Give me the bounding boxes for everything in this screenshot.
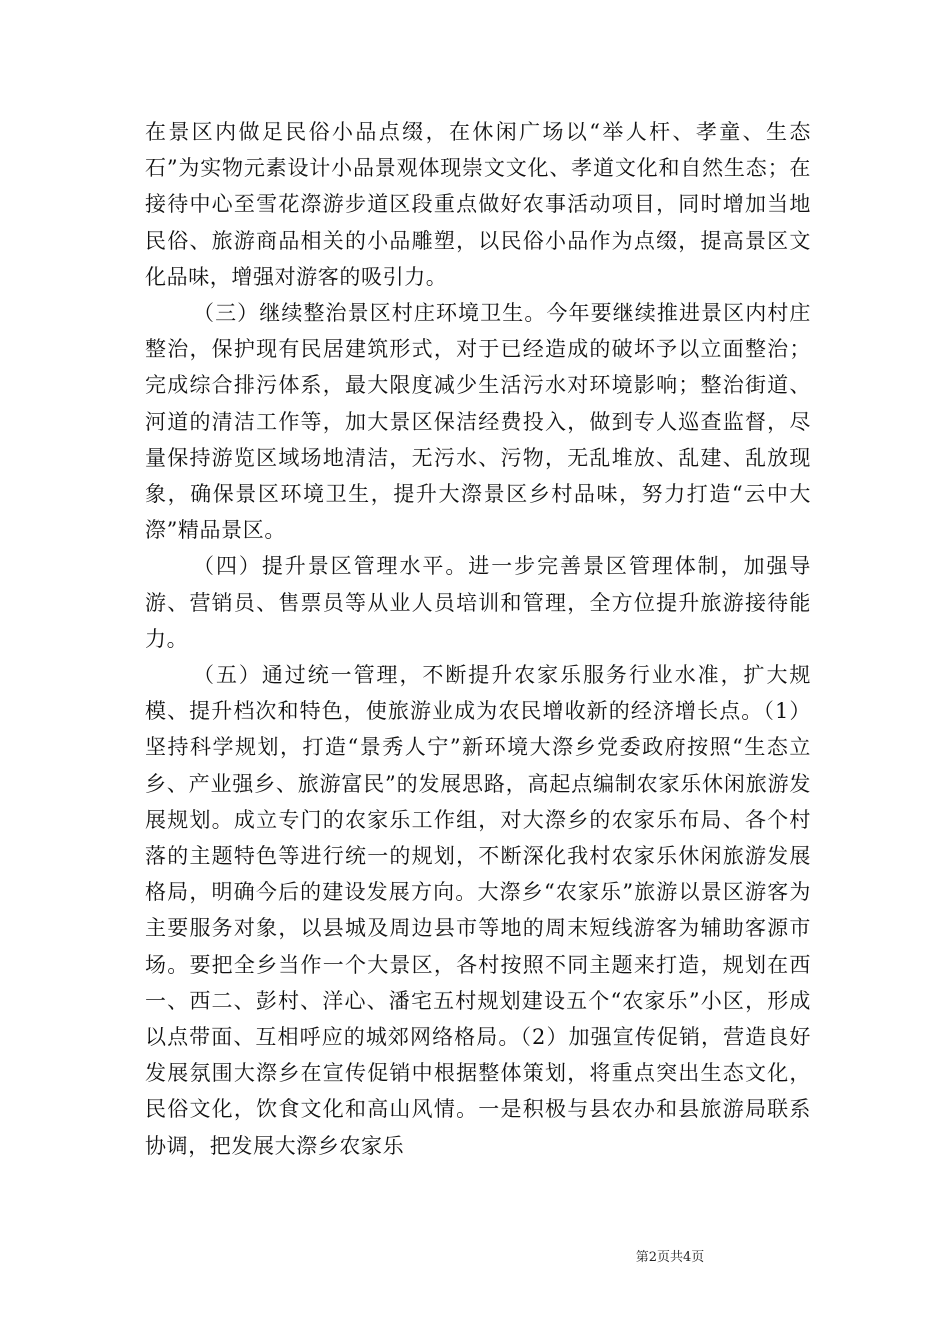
paragraph-section-4: （四）提升景区管理水平。进一步完善景区管理体制，加强导游、营销员、售票员等从业人员培训和管理，全方位提升旅游接待能力。 bbox=[145, 554, 811, 651]
paragraph-section-3: （三）继续整治景区村庄环境卫生。今年要继续推进景区内村庄整治，保护现有民居建筑形式，对于已经造成的破坏予以立面整治；完成综合排污体系，最大限度减少生活污水对环境影响；整治街道、河道的清洁工作等，加大景区保洁经费投入，做到专人巡查监督，尽量保持游览区域场地清洁，无污水、污物，无乱堆放、乱建、乱放现象，确保景区环境卫生，提升大漈景区乡村品味，努力打造“云中大漈”精品景区。 bbox=[145, 301, 811, 543]
paragraph-continuation: 在景区内做足民俗小品点缀，在休闲广场以“举人杆、孝童、生态石”为实物元素设计小品景观体现崇文文化、孝道文化和自然生态；在接待中心至雪花漈游步道区段重点做好农事活动项目，同时增加当地民俗、旅游商品相关的小品雕塑，以民俗小品作为点缀，提高景区文化品味，增强对游客的吸引力。 bbox=[145, 120, 811, 289]
page-number: 第2页共4页 bbox=[635, 1250, 705, 1265]
page-footer bbox=[0, 1246, 950, 1265]
document-body bbox=[145, 114, 811, 1164]
paragraph-section-5: （五）通过统一管理，不断提升农家乐服务行业水准，扩大规模、提升档次和特色，使旅游业成为农民增收新的经济增长点。（1）坚持科学规划，打造“景秀人宁”新环境大漈乡党委政府按照“生态立乡、产业强乡、旅游富民”的发展思路，高起点编制农家乐休闲旅游发展规划。成立专门的农家乐工作组，对大漈乡的农家乐布局、各个村落的主题特色等进行统一的规划，不断深化我村农家乐休闲旅游发展格局，明确今后的建设发展方向。大漈乡“农家乐”旅游以景区游客为主要服务对象，以县城及周边县市等地的周末短线游客为辅助客源市场。要把全乡当作一个大景区，各村按照不同主题来打造，规划在西一、西二、彭村、洋心、潘宅五村规划建设五个“农家乐”小区，形成以点带面、互相呼应的城郊网络格局。（2）加强宣传促销，营造良好发展氛围大漈乡在宣传促销中根据整体策划，将重点突出生态文化，民俗文化，饮食文化和高山风情。一是积极与县农办和县旅游局联系协调，把发展大漈乡农家乐 bbox=[145, 663, 811, 1158]
